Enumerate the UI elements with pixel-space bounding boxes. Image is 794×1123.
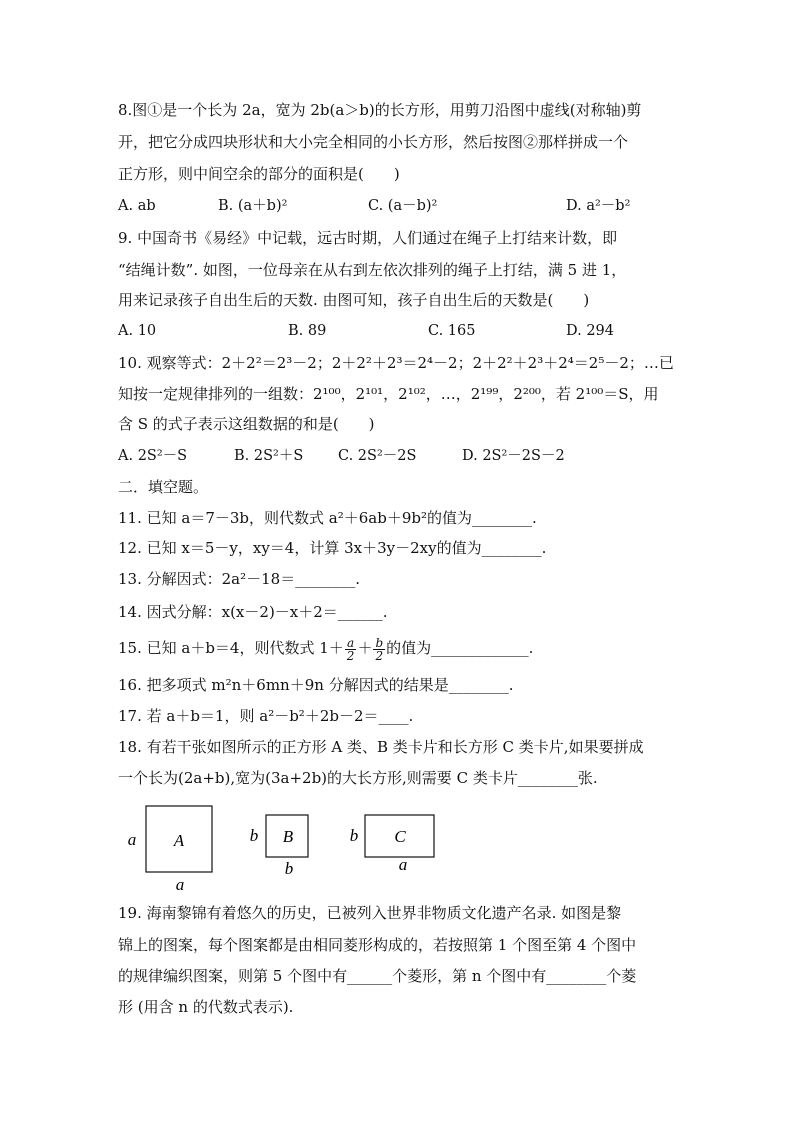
q10-line-2: 知按一定规律排列的一组数：2¹⁰⁰，2¹⁰¹，2¹⁰²，…，2¹⁹⁹，2²⁰⁰，若 2¹⁰⁰＝S，用 xyxy=(118,385,659,403)
q19-line-3: 的规律编织图案，则第 5 个图中有______个菱形，第 n 个图中有________个菱 xyxy=(118,967,637,985)
q15-suffix: 的值为_____________. xyxy=(386,639,534,657)
q9-option-a: A. 10 xyxy=(118,323,157,339)
q9-line-3: 用来记录孩子自出生后的天数. 由图可知，孩子自出生后的天数是( ) xyxy=(118,291,590,309)
q8-option-a: A. ab xyxy=(118,198,156,214)
q9-line-1: 9. 中国奇书《易经》中记载，远古时期，人们通过在绳子上打结来计数，即 xyxy=(118,229,618,247)
q15-frac2-numerator: b xyxy=(375,635,384,650)
card-c-label: C xyxy=(394,827,406,846)
q9-option-c: C. 165 xyxy=(428,323,476,339)
q9-option-d: D. 294 xyxy=(566,323,615,339)
q8-option-b: B. (a＋b)² xyxy=(218,198,288,214)
q9-option-b: B. 89 xyxy=(288,323,327,339)
q15-frac2-denominator: 2 xyxy=(375,648,384,663)
q14-line: 14. 因式分解：x(x－2)－x＋2＝______. xyxy=(118,603,388,621)
q12-line: 12. 已知 x＝5－y，xy＝4，计算 3x＋3y－2xy的值为________. xyxy=(118,539,547,557)
q19-line-2: 锦上的图案，每个图案都是由相同菱形构成的，若按照第 1 个图至第 4 个图中 xyxy=(118,936,637,954)
card-b-side-label: b xyxy=(249,826,259,845)
q16-line: 16. 把多项式 m²n＋6mn＋9n 分解因式的结果是________. xyxy=(118,676,514,694)
q10-option-c: C. 2S²－2S xyxy=(338,448,417,464)
q10-option-d: D. 2S²－2S－2 xyxy=(462,448,565,464)
card-c-bottom-label: a xyxy=(398,855,408,874)
q10-line-3: 含 S 的式子表示这组数据的和是( ) xyxy=(118,415,375,433)
q15-prefix: 15. 已知 a＋b＝4，则代数式 1＋ xyxy=(118,639,344,657)
q15-frac1-numerator: a xyxy=(345,637,357,650)
q13-line: 13. 分解因式：2a²－18＝________. xyxy=(118,570,360,588)
q9-line-2: “结绳计数”. 如图，一位母亲在从右到左依次排列的绳子上打结，满 5 进 1， xyxy=(118,261,627,279)
q10-option-a: A. 2S²－S xyxy=(118,448,188,464)
card-a-label: A xyxy=(173,831,185,850)
q8-line-3: 正方形，则中间空余的部分的面积是( ) xyxy=(118,165,400,183)
q8-line-1: 8.图①是一个长为 2a，宽为 2b(a＞b)的长方形，用剪刀沿图中虚线(对称轴)剪 xyxy=(118,101,642,119)
card-a-bottom-label: a xyxy=(175,875,185,894)
q11-line: 11. 已知 a＝7－3b，则代数式 a²＋6ab＋9b²的值为________. xyxy=(118,509,537,527)
q8-option-d: D. a²－b² xyxy=(566,198,631,214)
q8-option-c: C. (a－b)² xyxy=(368,198,438,214)
card-a-side-label: a xyxy=(127,830,137,849)
q19-line-4: 形 (用含 n 的代数式表示). xyxy=(118,998,294,1016)
q15-frac1-denominator: 2 xyxy=(346,648,355,663)
q8-line-2: 开，把它分成四块形状和大小完全相同的小长方形，然后按图②那样拼成一个 xyxy=(118,133,629,151)
q17-line: 17. 若 a＋b＝1，则 a²－b²＋2b－2＝____. xyxy=(118,707,414,725)
q18-line-2: 一个长为(2a+b),宽为(3a+2b)的大长方形,则需要 C 类卡片________张. xyxy=(118,769,598,787)
q10-option-b: B. 2S²＋S xyxy=(234,448,304,464)
card-b-label: B xyxy=(282,827,294,846)
section-heading: 二．填空题。 xyxy=(118,478,209,496)
q19-line-1: 19. 海南黎锦有着悠久的历史，已被列入世界非物质文化遗产名录. 如图是黎 xyxy=(118,904,622,922)
card-b-bottom-label: b xyxy=(284,859,294,878)
q15-plus: ＋ xyxy=(357,639,373,657)
card-c-side-label: b xyxy=(349,826,359,845)
q10-line-1: 10. 观察等式：2＋2²＝2³－2；2＋2²＋2³＝2⁴－2；2＋2²＋2³＋2⁴＝2⁵－2；…已 xyxy=(118,354,674,372)
q18-line-1: 18. 有若干张如图所示的正方形 A 类、B 类卡片和长方形 C 类卡片,如果要拼成 xyxy=(118,738,644,756)
